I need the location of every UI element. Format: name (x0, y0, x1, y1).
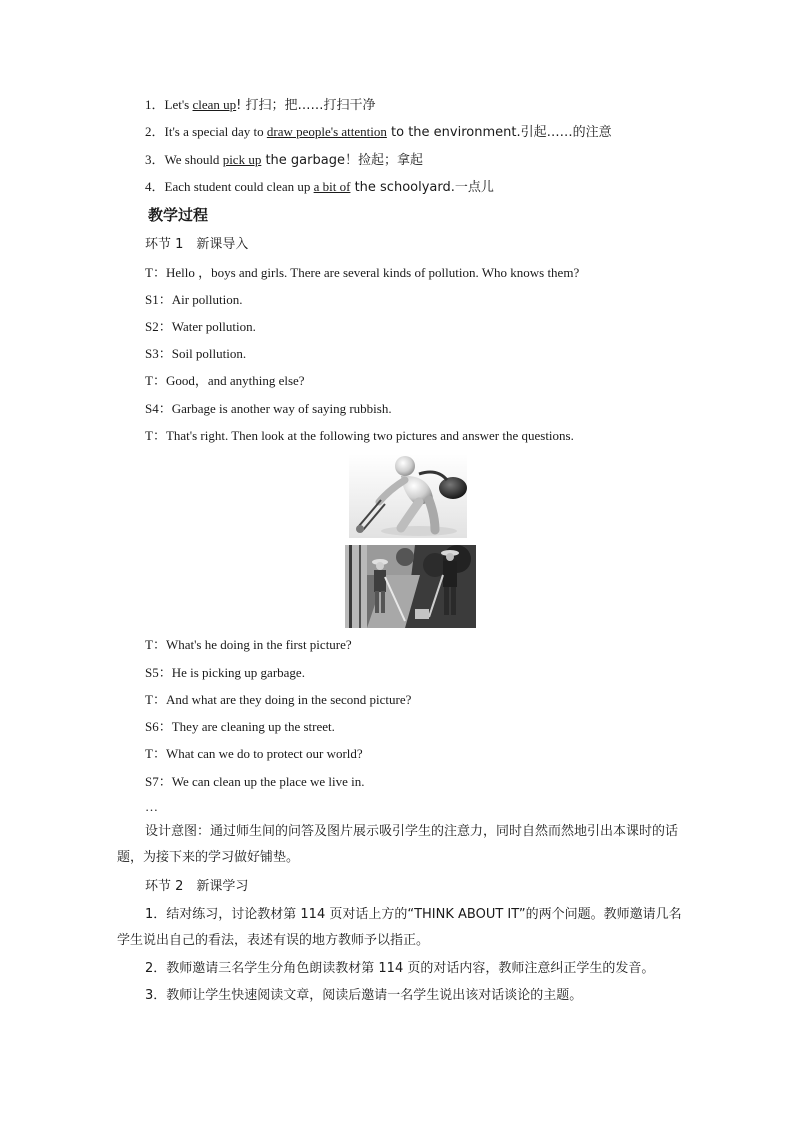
dialogue-line: S2：Water pollution. (145, 319, 256, 334)
vocab-phrase: a bit of (313, 179, 351, 194)
vocab-meaning: the garbage！捡起；拿起 (261, 153, 423, 168)
vocab-phrase: draw people's attention (266, 124, 387, 139)
vocab-line (145, 123, 612, 142)
vocab-number: 4． (145, 179, 165, 194)
vocab-line (145, 151, 423, 170)
people-cleaning-street-photo (345, 545, 476, 628)
step-title: 环节 2 新课学习 (145, 879, 249, 894)
vocab-line (145, 96, 376, 115)
dialogue-line: T：Hello ，boys and girls. There are several kinds of pollution. Who knows them? (145, 265, 580, 280)
vocab-number: 1． (145, 97, 165, 112)
dialogue-line: S3：Soil pollution. (145, 346, 247, 361)
ellipsis: … (145, 799, 158, 814)
dialogue-line: S1：Air pollution. (145, 292, 243, 307)
step-item: 3．教师让学生快速阅读文章，阅读后邀请一名学生说出该对话谈论的主题。 (145, 988, 583, 1003)
step-title: 环节 1 新课导入 (145, 237, 249, 252)
vocab-phrase: clean up (192, 97, 237, 112)
step-item: 1．结对练习，讨论教材第 114 页对话上方的“THINK ABOUT IT”的两个问题。教师邀请几名学生说出自己的看法，表述有误的地方教师予以指正。 (117, 907, 682, 948)
dialogue-line: S6：They are cleaning up the street. (145, 719, 335, 734)
design-intent-paragraph: 设计意图：通过师生间的问答及图片展示吸引学生的注意力，同时自然而然地引出本课时的话题，为接下来的学习做好铺垫。 (117, 824, 679, 865)
vocab-text: Let's (164, 97, 193, 112)
dialogue-line: S7：We can clean up the place we live in. (145, 774, 365, 789)
figure-picking-garbage-image (349, 454, 467, 538)
dialogue-line: T：Good，and anything else? (145, 373, 305, 388)
step-item: 2．教师邀请三名学生分角色朗读教材第 114 页的对话内容，教师注意纠正学生的发音。 (145, 961, 655, 976)
vocab-text: We should (164, 152, 223, 167)
vocab-text: It's a special day to (164, 124, 267, 139)
vocab-number: 2． (145, 124, 165, 139)
vocab-text: Each student could clean up (164, 179, 314, 194)
dialogue-line: S5：He is picking up garbage. (145, 665, 305, 680)
vocab-meaning: ! 打扫；把……打扫干净 (236, 98, 376, 113)
dialogue-line: T：That's right. Then look at the following two pictures and answer the questions. (145, 428, 574, 443)
dialogue-line: T：And what are they doing in the second picture? (145, 692, 412, 707)
vocab-meaning: the schoolyard.一点儿 (350, 180, 494, 195)
dialogue-line: T：What's he doing in the first picture? (145, 637, 352, 652)
vocab-phrase: pick up (222, 152, 262, 167)
vocab-number: 3． (145, 152, 165, 167)
dialogue-line: S4：Garbage is another way of saying rubbish. (145, 401, 392, 416)
dialogue-line: T：What can we do to protect our world? (145, 746, 363, 761)
vocab-line (145, 178, 494, 197)
section-title: 教学过程 (148, 206, 209, 224)
vocab-meaning: to the environment.引起……的注意 (386, 125, 612, 140)
